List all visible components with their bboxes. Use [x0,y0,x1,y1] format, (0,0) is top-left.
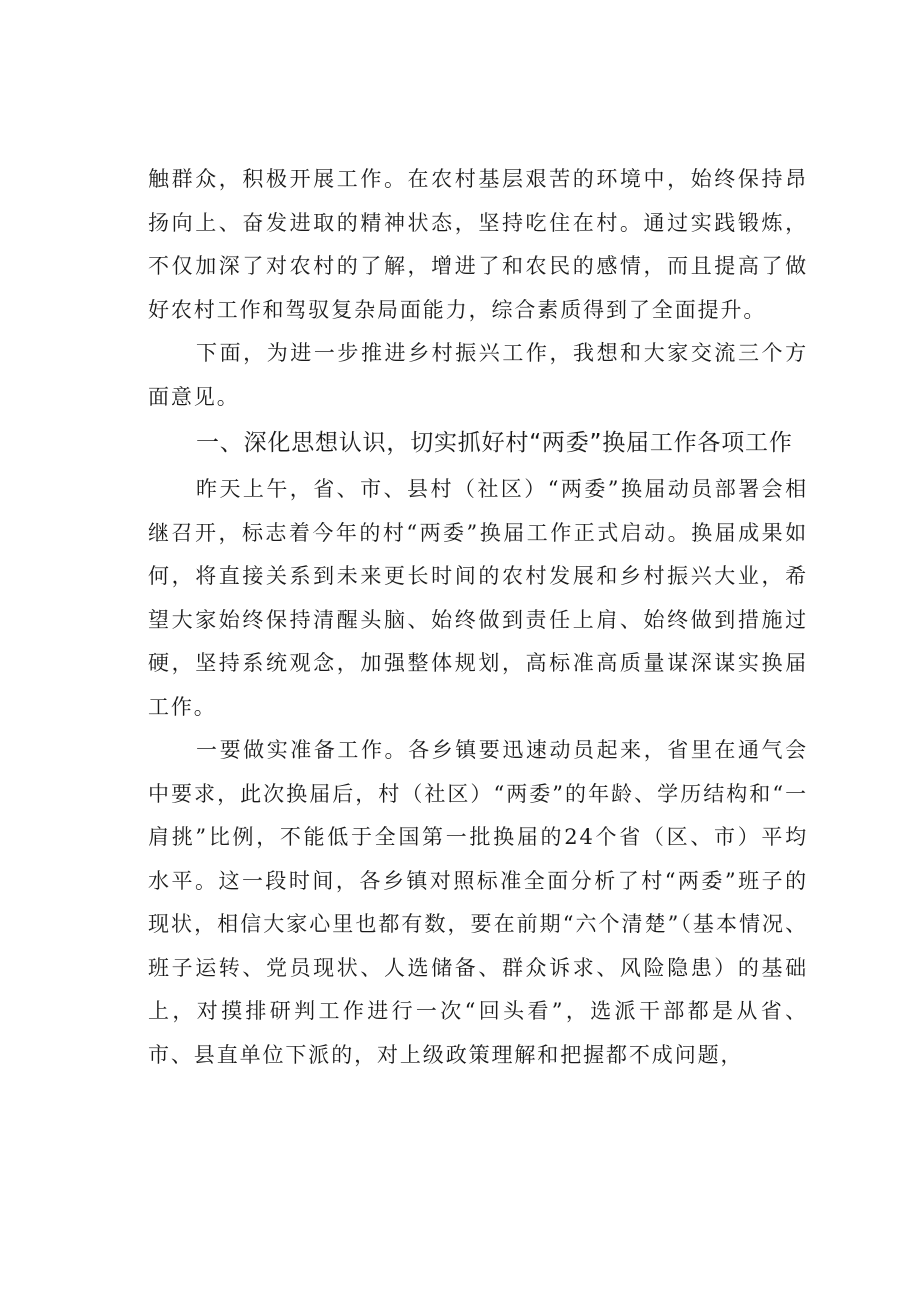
section-heading: 一、深化思想认识，切实抓好村“两委”换届工作各项工作 [196,430,793,456]
paragraph-continuation: 触群众，积极开展工作。在农村基层艰苦的环境中，始终保持昂扬向上、奋发进取的精神状态，坚持吃住在村。通过实践锻炼，不仅加深了对农村的了解，增进了和农民的感情，而且提高了做好农村工作和驾驭复杂局面能力，综合素质得到了全面提升。 [148,167,808,322]
document-body [148,158,808,1077]
paragraph-intro: 下面，为进一步推进乡村振兴工作，我想和大家交流三个方面意见。 [148,341,808,409]
paragraph-section-intro: 昨天上午，省、市、县村（社区）“两委”换届动员部署会相继召开，标志着今年的村“两委”换届工作正式启动。换届成果如何，将直接关系到未来更长时间的农村发展和乡村振兴大业，希望大家始终保持清醒头脑、始终做到责任上肩、始终做到措施过硬，坚持系统观念，加强整体规划，高标准高质量谋深谋实换届工作。 [148,477,808,719]
paragraph-preparation: 一要做实准备工作。各乡镇要迅速动员起来，省里在通气会中要求，此次换届后，村（社区）“两委”的年龄、学历结构和“一肩挑”比例，不能低于全国第一批换届的24个省（区、市）平均水平。这一段时间，各乡镇对照标准全面分析了村“两委”班子的现状，相信大家心里也都有数，要在前期“六个清楚”（基本情况、班子运转、党员现状、人选储备、群众诉求、风险隐患）的基础上，对摸排研判工作进行一次“回头看”，选派干部都是从省、市、县直单位下派的，对上级政策理解和把握都不成问题， [148,738,808,1067]
